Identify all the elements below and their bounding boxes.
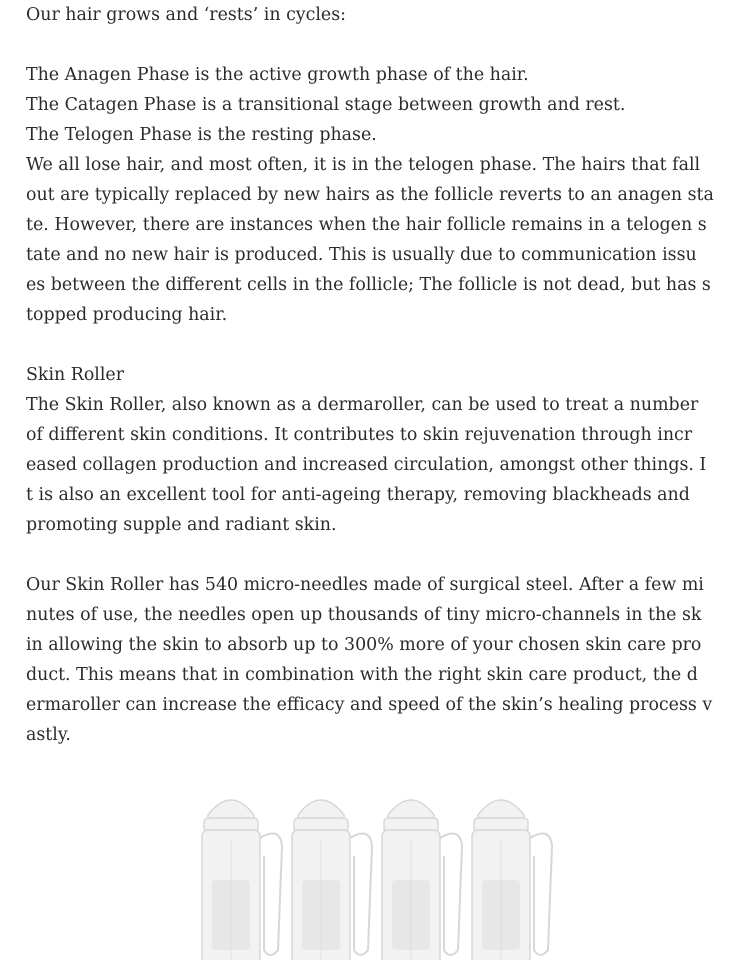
section-heading-skin-roller: Skin Roller [26, 365, 125, 385]
product-image [0, 760, 750, 960]
skin-roller-paragraph-line: t is also an excellent tool for anti-ageing therapy, removing blackheads and [26, 485, 690, 505]
needles-paragraph-line: duct. This means that in combination with the right skin care product, the d [26, 665, 698, 685]
needles-paragraph-line: astly. [26, 725, 71, 745]
vial [382, 800, 462, 960]
telogen-paragraph-line: out are typically replaced by new hairs as the follicle reverts to an anagen sta [26, 185, 714, 205]
spacer [26, 30, 700, 60]
vial [202, 800, 282, 960]
skin-roller-paragraph-line: of different skin conditions. It contributes to skin rejuvenation through incr [26, 425, 693, 445]
intro-line: Our hair grows and ‘rests’ in cycles: [26, 5, 347, 25]
skin-roller-paragraph-line: promoting supple and radiant skin. [26, 515, 337, 535]
needles-paragraph-line: Our Skin Roller has 540 micro-needles made of surgical steel. After a few mi [26, 575, 704, 595]
article-text [26, 0, 714, 745]
telogen-paragraph-line: tate and no new hair is produced. This is usually due to communication issu [26, 245, 697, 265]
vial [292, 800, 372, 960]
telogen-paragraph-line: topped producing hair. [26, 305, 228, 325]
skin-roller-paragraph-line: eased collagen production and increased circulation, amongst other things. I [26, 455, 707, 475]
needles-paragraph-line: in allowing the skin to absorb up to 300% more of your chosen skin care pro [26, 635, 702, 655]
vial [472, 800, 552, 960]
spacer [26, 540, 700, 570]
dermaroller-vials-image [0, 760, 750, 960]
telogen-paragraph-line: es between the different cells in the follicle; The follicle is not dead, but has s [26, 275, 711, 295]
needles-paragraph-line: nutes of use, the needles open up thousands of tiny micro-channels in the sk [26, 605, 702, 625]
phase-telogen: The Telogen Phase is the resting phase. [26, 125, 377, 145]
phase-catagen: The Catagen Phase is a transitional stage between growth and rest. [26, 95, 626, 115]
phase-anagen: The Anagen Phase is the active growth phase of the hair. [26, 65, 529, 85]
spacer [26, 330, 700, 360]
telogen-paragraph-line: te. However, there are instances when the hair follicle remains in a telogen s [26, 215, 707, 235]
telogen-paragraph-line: We all lose hair, and most often, it is in the telogen phase. The hairs that fall [26, 155, 701, 175]
needles-paragraph-line: ermaroller can increase the efficacy and speed of the skin’s healing process v [26, 695, 713, 715]
skin-roller-paragraph-line: The Skin Roller, also known as a dermaroller, can be used to treat a number [26, 395, 699, 415]
